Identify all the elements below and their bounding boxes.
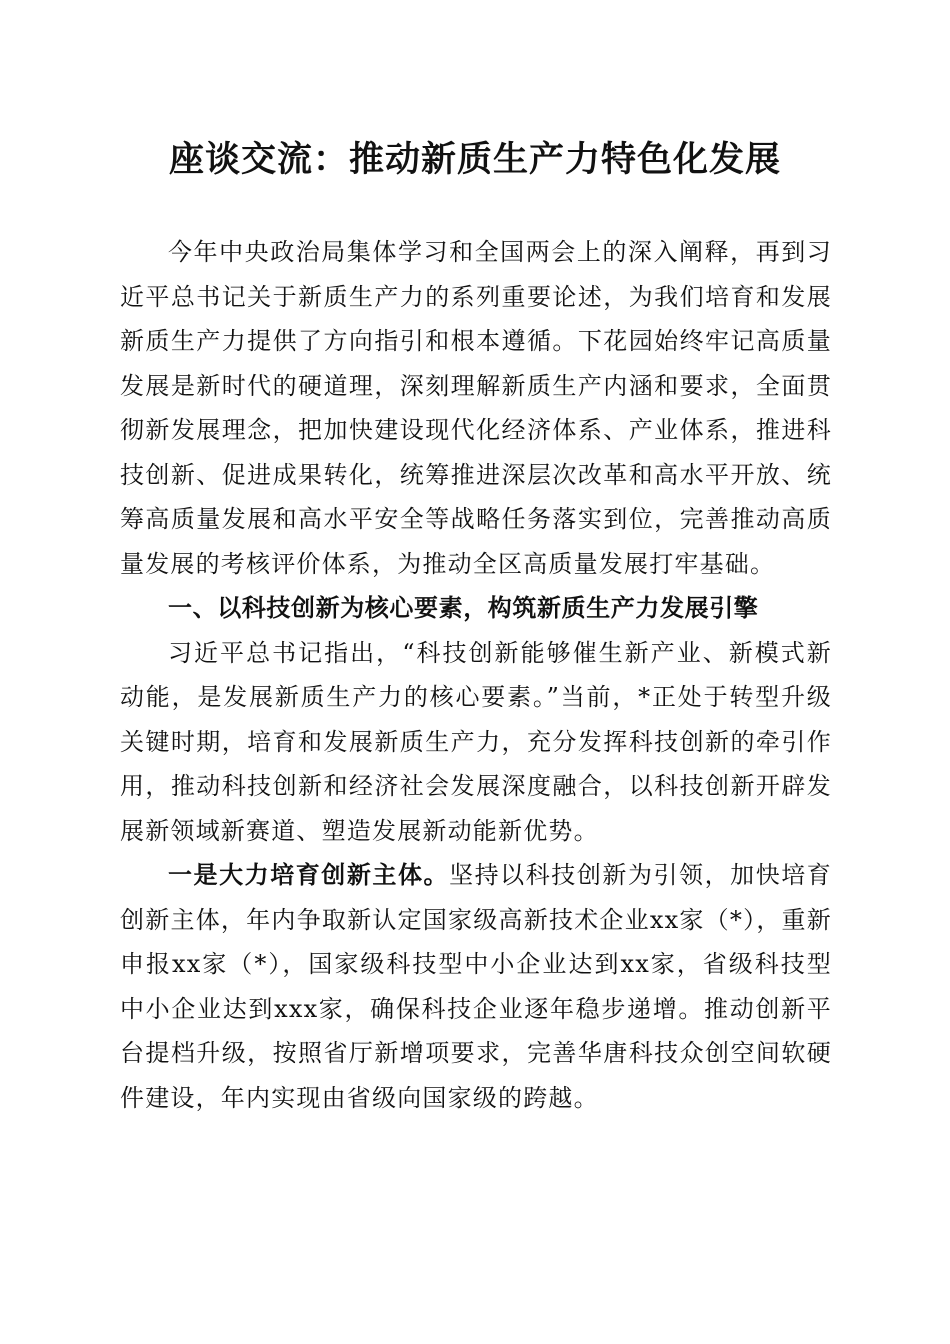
document-body [120,230,832,1120]
point-text: 坚持以科技创新为引领，加快培育创新主体，年内争取新认定国家级高新技术企业xx家（*），重新申报xx家（*），国家级科技型中小企业达到xx家，省级科技型中小企业达到xxx家，确保科技企业逐年稳步递增。推动创新平台提档升级，按照省厅新增项要求，完善华唐科技众创空间软硬件建设，年内实现由省级向国家级的跨越。 [120,861,833,1112]
point-lead: 一是大力培育创新主体。 [168,861,450,889]
point-paragraph [120,853,832,1120]
intro-paragraph: 今年中央政治局集体学习和全国两会上的深入阐释，再到习近平总书记关于新质生产力的系列重要论述，为我们培育和发展新质生产力提供了方向指引和根本遵循。下花园始终牢记高质量发展是新时代的硬道理，深刻理解新质生产内涵和要求，全面贯彻新发展理念，把加快建设现代化经济体系、产业体系，推进科技创新、促进成果转化，统筹推进深层次改革和高水平开放、统筹高质量发展和高水平安全等战略任务落实到位，完善推动高质量发展的考核评价体系，为推动全区高质量发展打牢基础。 [120,238,832,578]
section-paragraph: 习近平总书记指出，“科技创新能够催生新产业、新模式新动能，是发展新质生产力的核心要素。”当前，*正处于转型升级关键时期，培育和发展新质生产力，充分发挥科技创新的牵引作用，推动科技创新和经济社会发展深度融合，以科技创新开辟发展新领域新赛道、塑造发展新动能新优势。 [120,638,832,845]
document-title: 座谈交流：推动新质生产力特色化发展 [168,140,781,180]
section-heading: 一、以科技创新为核心要素，构筑新质生产力发展引擎 [168,594,759,622]
